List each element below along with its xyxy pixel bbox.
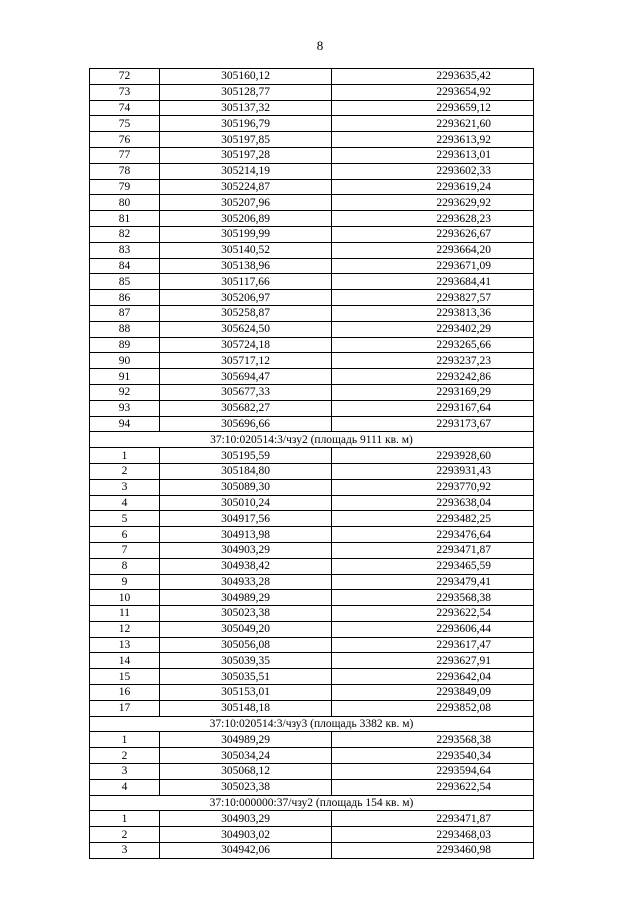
table-row [90,416,534,432]
x-coordinate-cell: 305148,18 [160,700,332,716]
table-row [90,637,534,653]
table-row [90,69,534,85]
x-coordinate-cell: 304942,06 [160,843,332,859]
x-coordinate-cell: 305696,66 [160,416,332,432]
x-coordinate-cell: 305117,66 [160,274,332,290]
point-number-cell: 11 [90,606,160,622]
x-coordinate-cell: 304933,28 [160,574,332,590]
y-coordinate-cell: 2293476,64 [332,527,534,543]
table-row [90,384,534,400]
y-coordinate-cell: 2293770,92 [332,479,534,495]
y-coordinate-cell: 2293237,23 [332,353,534,369]
y-coordinate-cell: 2293671,09 [332,258,534,274]
y-coordinate-cell: 2293613,01 [332,147,534,163]
x-coordinate-cell: 304989,29 [160,732,332,748]
x-coordinate-cell: 305035,51 [160,669,332,685]
point-number-cell: 17 [90,700,160,716]
x-coordinate-cell: 305068,12 [160,764,332,780]
x-coordinate-cell: 304903,02 [160,827,332,843]
table-row [90,527,534,543]
point-number-cell: 6 [90,527,160,543]
x-coordinate-cell: 304938,42 [160,558,332,574]
y-coordinate-cell: 2293622,54 [332,606,534,622]
x-coordinate-cell: 305195,59 [160,448,332,464]
y-coordinate-cell: 2293465,59 [332,558,534,574]
table-row [90,463,534,479]
y-coordinate-cell: 2293622,54 [332,779,534,795]
table-row [90,653,534,669]
x-coordinate-cell: 305034,24 [160,748,332,764]
table-row [90,479,534,495]
table-row [90,274,534,290]
x-coordinate-cell: 305258,87 [160,305,332,321]
table-row [90,84,534,100]
y-coordinate-cell: 2293594,64 [332,764,534,780]
x-coordinate-cell: 305023,38 [160,606,332,622]
y-coordinate-cell: 2293169,29 [332,384,534,400]
point-number-cell: 7 [90,542,160,558]
point-number-cell: 81 [90,211,160,227]
point-number-cell: 14 [90,653,160,669]
x-coordinate-cell: 305128,77 [160,84,332,100]
x-coordinate-cell: 305677,33 [160,384,332,400]
point-number-cell: 84 [90,258,160,274]
section-header-row [90,795,534,811]
x-coordinate-cell: 305039,35 [160,653,332,669]
table-row [90,542,534,558]
point-number-cell: 73 [90,84,160,100]
x-coordinate-cell: 305206,89 [160,211,332,227]
table-row [90,132,534,148]
point-number-cell: 76 [90,132,160,148]
y-coordinate-cell: 2293173,67 [332,416,534,432]
table-row [90,685,534,701]
table-row [90,779,534,795]
y-coordinate-cell: 2293613,92 [332,132,534,148]
table-row [90,606,534,622]
point-number-cell: 2 [90,748,160,764]
point-number-cell: 80 [90,195,160,211]
point-number-cell: 92 [90,384,160,400]
table-row [90,305,534,321]
point-number-cell: 83 [90,242,160,258]
y-coordinate-cell: 2293568,38 [332,732,534,748]
point-number-cell: 87 [90,305,160,321]
table-row [90,100,534,116]
x-coordinate-cell: 305624,50 [160,321,332,337]
point-number-cell: 4 [90,495,160,511]
y-coordinate-cell: 2293635,42 [332,69,534,85]
y-coordinate-cell: 2293928,60 [332,448,534,464]
point-number-cell: 75 [90,116,160,132]
x-coordinate-cell: 305160,12 [160,69,332,85]
x-coordinate-cell: 304917,56 [160,511,332,527]
y-coordinate-cell: 2293402,29 [332,321,534,337]
y-coordinate-cell: 2293540,34 [332,748,534,764]
y-coordinate-cell: 2293471,87 [332,811,534,827]
table-row [90,590,534,606]
y-coordinate-cell: 2293167,64 [332,400,534,416]
x-coordinate-cell: 304903,29 [160,542,332,558]
point-number-cell: 1 [90,448,160,464]
table-row [90,211,534,227]
table-row [90,448,534,464]
section-header: 37:10:020514:3/чзу3 (площадь 3382 кв. м) [90,716,534,732]
point-number-cell: 85 [90,274,160,290]
table-row [90,764,534,780]
page-number: 8 [316,38,324,53]
y-coordinate-cell: 2293602,33 [332,163,534,179]
x-coordinate-cell: 305224,87 [160,179,332,195]
x-coordinate-cell: 305089,30 [160,479,332,495]
point-number-cell: 72 [90,69,160,85]
table-row [90,147,534,163]
y-coordinate-cell: 2293619,24 [332,179,534,195]
point-number-cell: 1 [90,732,160,748]
table-row [90,400,534,416]
x-coordinate-cell: 304903,29 [160,811,332,827]
y-coordinate-cell: 2293813,36 [332,305,534,321]
table-row [90,353,534,369]
x-coordinate-cell: 305724,18 [160,337,332,353]
y-coordinate-cell: 2293242,86 [332,369,534,385]
table-row [90,179,534,195]
point-number-cell: 86 [90,290,160,306]
y-coordinate-cell: 2293482,25 [332,511,534,527]
table-row [90,748,534,764]
section-header-row [90,432,534,448]
y-coordinate-cell: 2293568,38 [332,590,534,606]
point-number-cell: 88 [90,321,160,337]
y-coordinate-cell: 2293265,66 [332,337,534,353]
table-row [90,811,534,827]
table-row [90,163,534,179]
table-row [90,195,534,211]
y-coordinate-cell: 2293852,08 [332,700,534,716]
table-row [90,242,534,258]
table-row [90,321,534,337]
table-row [90,621,534,637]
table-row [90,116,534,132]
point-number-cell: 77 [90,147,160,163]
point-number-cell: 89 [90,337,160,353]
point-number-cell: 10 [90,590,160,606]
point-number-cell: 3 [90,764,160,780]
table-row [90,700,534,716]
x-coordinate-cell: 305214,19 [160,163,332,179]
x-coordinate-cell: 305199,99 [160,226,332,242]
x-coordinate-cell: 305056,08 [160,637,332,653]
table-row [90,669,534,685]
coordinates-table [89,68,534,859]
point-number-cell: 79 [90,179,160,195]
y-coordinate-cell: 2293664,20 [332,242,534,258]
y-coordinate-cell: 2293642,04 [332,669,534,685]
x-coordinate-cell: 305137,32 [160,100,332,116]
point-number-cell: 94 [90,416,160,432]
point-number-cell: 15 [90,669,160,685]
y-coordinate-cell: 2293931,43 [332,463,534,479]
y-coordinate-cell: 2293628,23 [332,211,534,227]
y-coordinate-cell: 2293659,12 [332,100,534,116]
point-number-cell: 78 [90,163,160,179]
table-row [90,495,534,511]
y-coordinate-cell: 2293606,44 [332,621,534,637]
point-number-cell: 16 [90,685,160,701]
y-coordinate-cell: 2293617,47 [332,637,534,653]
point-number-cell: 91 [90,369,160,385]
point-number-cell: 13 [90,637,160,653]
x-coordinate-cell: 305140,52 [160,242,332,258]
point-number-cell: 90 [90,353,160,369]
x-coordinate-cell: 305196,79 [160,116,332,132]
table-row [90,337,534,353]
table-row [90,732,534,748]
y-coordinate-cell: 2293654,92 [332,84,534,100]
table-row [90,290,534,306]
point-number-cell: 3 [90,843,160,859]
point-number-cell: 12 [90,621,160,637]
point-number-cell: 1 [90,811,160,827]
table-row [90,574,534,590]
y-coordinate-cell: 2293460,98 [332,843,534,859]
y-coordinate-cell: 2293621,60 [332,116,534,132]
section-header: 37:10:020514:3/чзу2 (площадь 9111 кв. м) [90,432,534,448]
table-row [90,511,534,527]
x-coordinate-cell: 305184,80 [160,463,332,479]
table-row [90,843,534,859]
table-row [90,827,534,843]
x-coordinate-cell: 305049,20 [160,621,332,637]
point-number-cell: 74 [90,100,160,116]
coordinates-table-body [90,69,534,859]
point-number-cell: 93 [90,400,160,416]
y-coordinate-cell: 2293849,09 [332,685,534,701]
x-coordinate-cell: 305153,01 [160,685,332,701]
point-number-cell: 9 [90,574,160,590]
table-row [90,226,534,242]
x-coordinate-cell: 304913,98 [160,527,332,543]
point-number-cell: 4 [90,779,160,795]
point-number-cell: 82 [90,226,160,242]
y-coordinate-cell: 2293626,67 [332,226,534,242]
point-number-cell: 5 [90,511,160,527]
x-coordinate-cell: 305197,85 [160,132,332,148]
y-coordinate-cell: 2293629,92 [332,195,534,211]
point-number-cell: 3 [90,479,160,495]
x-coordinate-cell: 305023,38 [160,779,332,795]
y-coordinate-cell: 2293827,57 [332,290,534,306]
point-number-cell: 8 [90,558,160,574]
table-row [90,558,534,574]
point-number-cell: 2 [90,463,160,479]
table-row [90,369,534,385]
y-coordinate-cell: 2293684,41 [332,274,534,290]
table-row [90,258,534,274]
y-coordinate-cell: 2293479,41 [332,574,534,590]
y-coordinate-cell: 2293471,87 [332,542,534,558]
y-coordinate-cell: 2293468,03 [332,827,534,843]
x-coordinate-cell: 305206,97 [160,290,332,306]
section-header-row [90,716,534,732]
x-coordinate-cell: 304989,29 [160,590,332,606]
x-coordinate-cell: 305197,28 [160,147,332,163]
section-header: 37:10:000000:37/чзу2 (площадь 154 кв. м) [90,795,534,811]
point-number-cell: 2 [90,827,160,843]
y-coordinate-cell: 2293627,91 [332,653,534,669]
x-coordinate-cell: 305010,24 [160,495,332,511]
x-coordinate-cell: 305694,47 [160,369,332,385]
x-coordinate-cell: 305207,96 [160,195,332,211]
x-coordinate-cell: 305138,96 [160,258,332,274]
x-coordinate-cell: 305682,27 [160,400,332,416]
y-coordinate-cell: 2293638,04 [332,495,534,511]
x-coordinate-cell: 305717,12 [160,353,332,369]
